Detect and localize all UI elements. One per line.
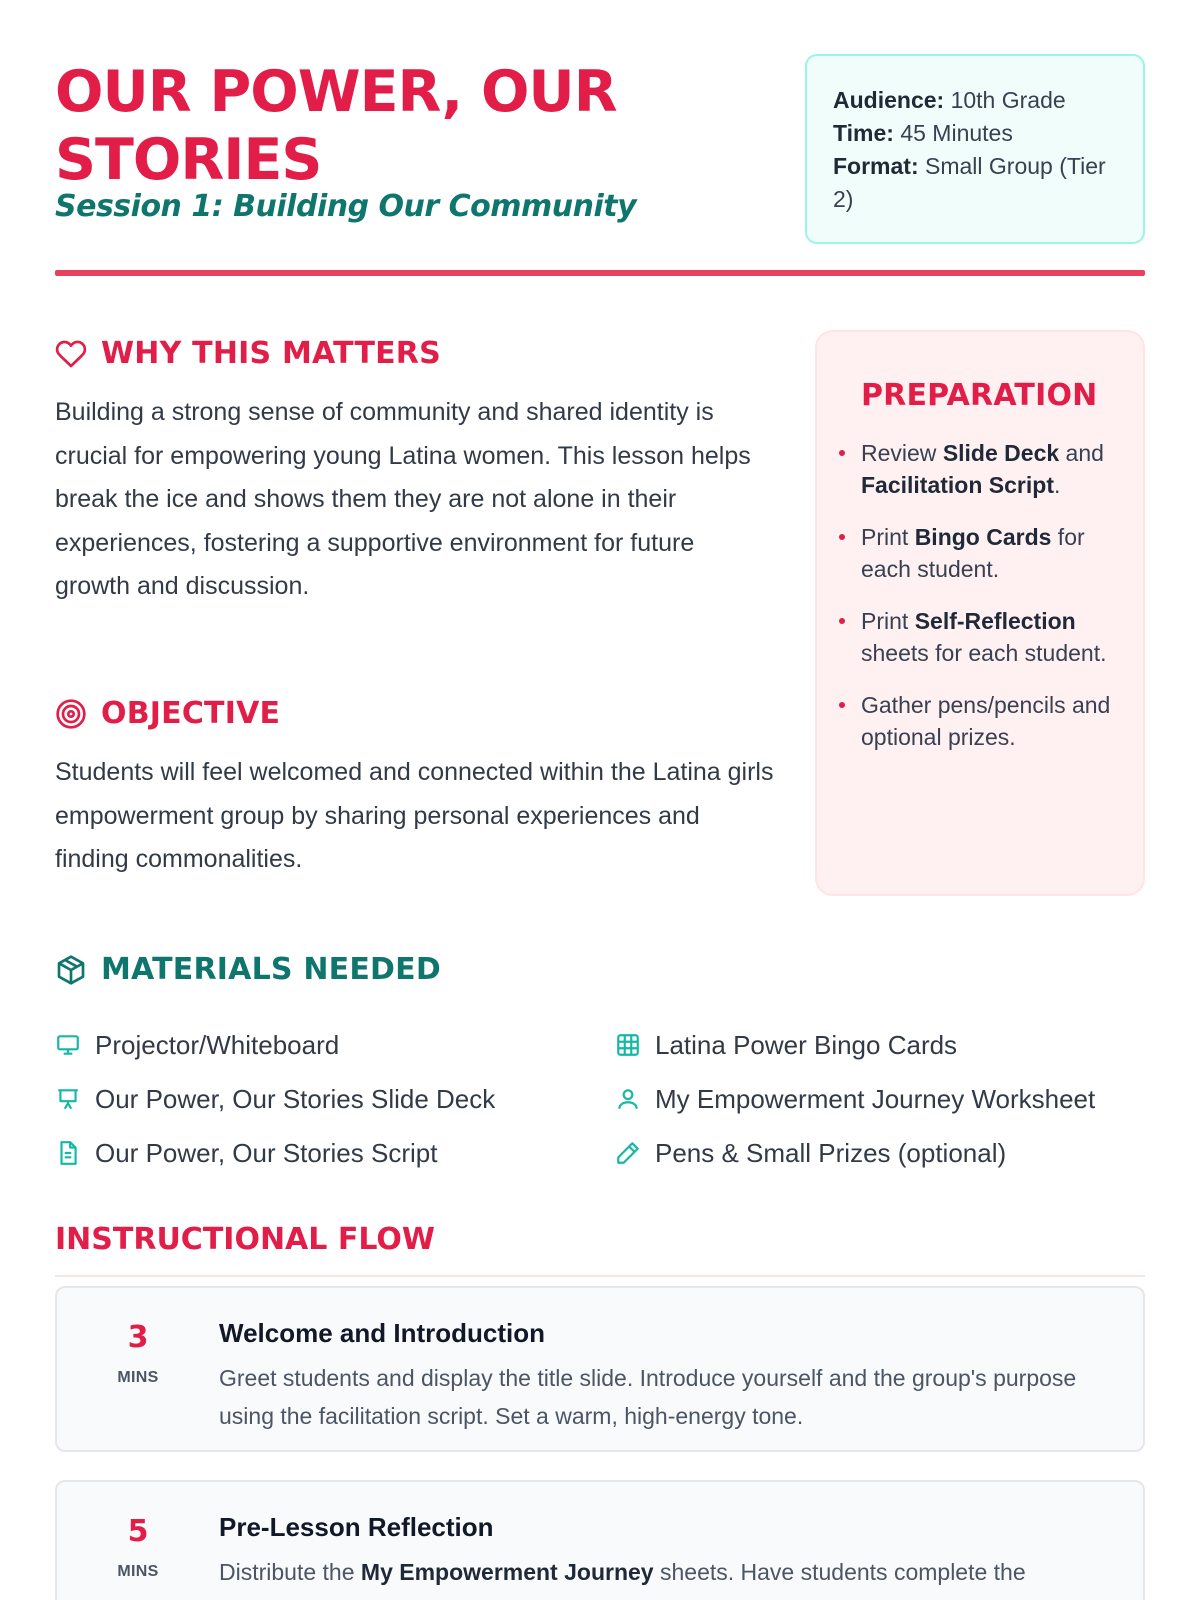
document-icon [55, 1140, 81, 1166]
preparation-box [815, 330, 1145, 896]
step-body [219, 1318, 1103, 1435]
objective-heading: OBJECTIVE [55, 696, 775, 731]
page-title: OUR POWER, OUR STORIES [55, 59, 617, 193]
target-icon [55, 698, 87, 730]
why-heading: WHY THIS MATTERS [55, 336, 775, 371]
objective-section [55, 696, 775, 882]
preparation-heading: PREPARATION [861, 378, 1098, 413]
step-text: Distribute the My Empowerment Journey sheets. Have students complete the [219, 1559, 1026, 1585]
meta-format: Format: Small Group (Tier 2) [833, 153, 1106, 212]
header [55, 52, 1145, 276]
list-item: Gather pens/pencils and optional prizes. [861, 689, 1113, 753]
materials-heading: MATERIALS NEEDED [55, 952, 1145, 987]
flow-divider [55, 1275, 1145, 1277]
step-title: Pre-Lesson Reflection [219, 1512, 494, 1542]
material-projector: Projector/Whiteboard [55, 1029, 615, 1061]
header-divider [55, 270, 1145, 276]
package-icon [55, 954, 87, 986]
session-subtitle: Session 1: Building Our Community [55, 189, 637, 224]
step-text: Greet students and display the title slide. Introduce yourself and the group's purpose using the facilitation script. Set a warm, high-energy tone. [219, 1365, 1077, 1429]
materials-list [55, 1029, 1145, 1169]
heart-icon [55, 338, 87, 370]
material-script: Our Power, Our Stories Script [55, 1137, 615, 1169]
material-bingo-cards: Latina Power Bingo Cards [615, 1029, 1145, 1061]
why-text: Building a strong sense of community and shared identity is crucial for empowering young Latina women. This lesson helps break the ice and shows them they are not alone in their experiences, fostering a supportive environment for future growth and discussion. [55, 398, 751, 600]
step-title: Welcome and Introduction [219, 1318, 545, 1348]
session-meta-box [805, 54, 1145, 244]
material-pens-prizes: Pens & Small Prizes (optional) [615, 1137, 1145, 1169]
user-icon [615, 1086, 641, 1112]
why-this-matters-section [55, 336, 775, 609]
meta-audience: Audience: 10th Grade [833, 87, 1066, 113]
objective-text: Students will feel welcomed and connected within the Latina girls empowerment group by sharing personal experiences and finding commonalities. [55, 758, 774, 873]
flow-heading: INSTRUCTIONAL FLOW [55, 1222, 435, 1257]
step-duration: 5 MINS [117, 1514, 159, 1580]
meta-time: Time: 45 Minutes [833, 120, 1013, 146]
material-slide-deck: Our Power, Our Stories Slide Deck [55, 1083, 615, 1115]
list-item: Print Bingo Cards for each student. [861, 521, 1113, 585]
grid-icon [615, 1032, 641, 1058]
flow-step [55, 1286, 1145, 1452]
list-item: Print Self-Reflection sheets for each student. [861, 605, 1113, 669]
monitor-icon [55, 1032, 81, 1058]
materials-section [55, 952, 1145, 1169]
pencil-icon [615, 1140, 641, 1166]
flow-step [55, 1480, 1145, 1600]
instructional-flow-section [55, 1222, 1145, 1585]
material-worksheet: My Empowerment Journey Worksheet [615, 1083, 1145, 1115]
preparation-list [861, 437, 1113, 753]
presentation-icon [55, 1086, 81, 1112]
list-item: Review Slide Deck and Facilitation Script. [861, 437, 1113, 501]
step-body [219, 1512, 1103, 1591]
step-duration: 3 MINS [117, 1320, 159, 1386]
